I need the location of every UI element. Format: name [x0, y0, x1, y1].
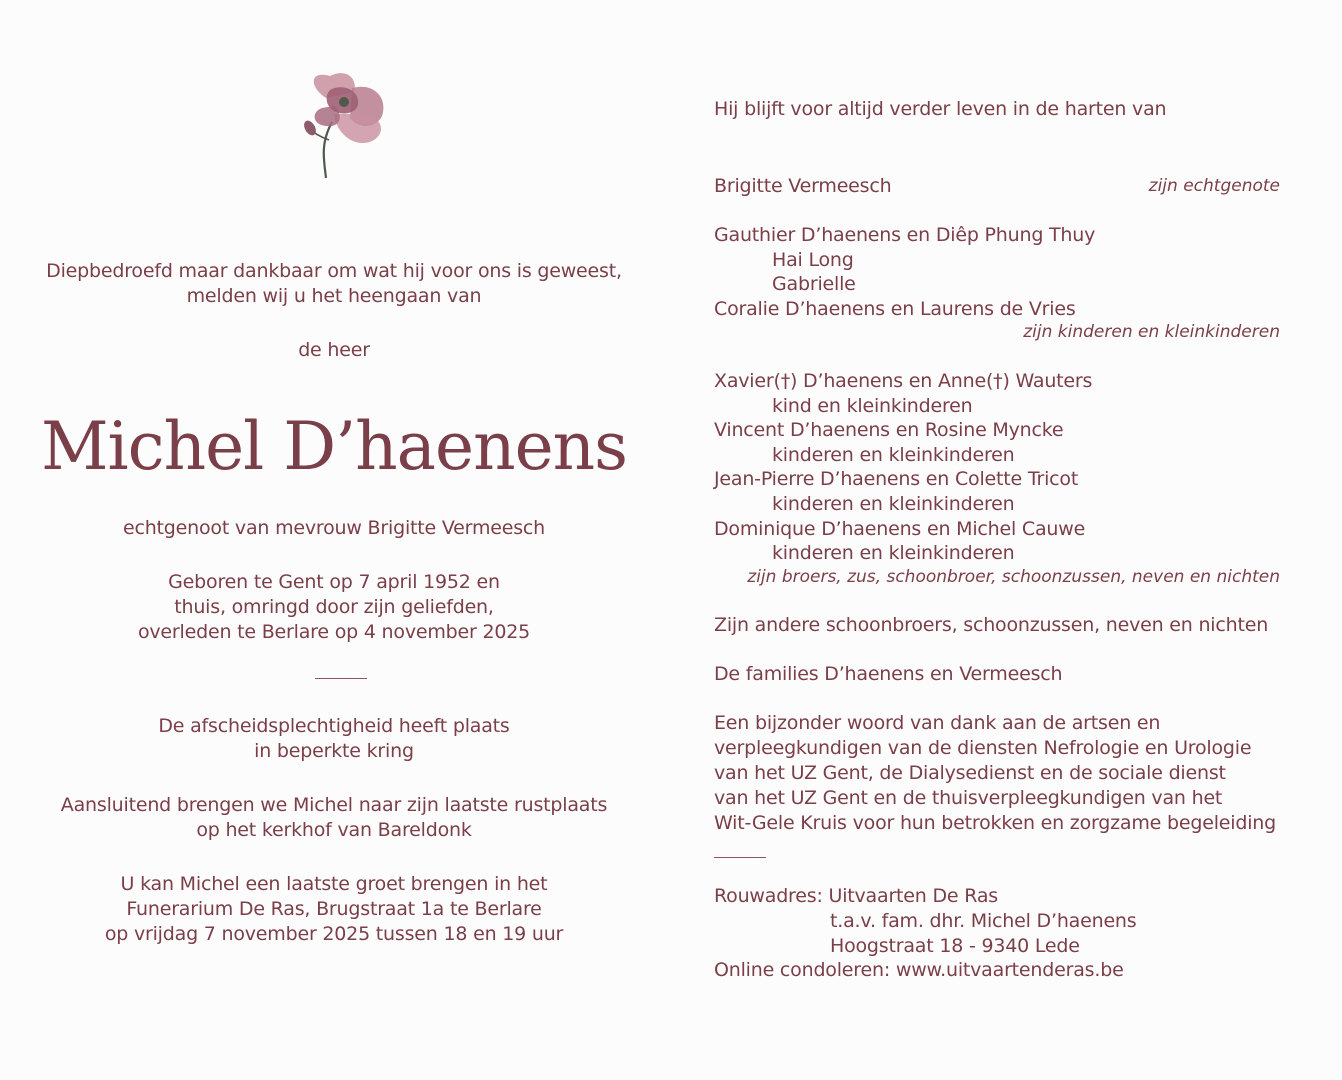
born-line-2: thuis, omringd door zijn geliefden,	[174, 596, 494, 618]
thanks-line: Wit-Gele Kruis voor hun betrokken en zorgzame begeleiding	[714, 812, 1276, 834]
address-street: Hoogstraat 18 - 9340 Lede	[830, 935, 1080, 957]
sibling-line: Jean-Pierre D’haenens en Colette Tricot	[714, 468, 1079, 490]
others-line: Zijn andere schoonbroers, schoonzussen, neven en nichten	[714, 614, 1269, 636]
sibling-descendants: kind en kleinkinderen	[772, 395, 973, 417]
sibling-line: Dominique D’haenens en Michel Cauwe	[714, 518, 1086, 540]
intro-line-1: Diepbedroefd maar dankbaar om wat hij voor ons is geweest,	[46, 260, 622, 282]
born-line-3: overleden te Berlare op 4 november 2025	[137, 621, 531, 643]
sibling-descendants: kinderen en kleinkinderen	[772, 444, 1015, 466]
thanks-line: Een bijzonder woord van dank aan de artsen en	[714, 712, 1161, 734]
siblings-role: zijn broers, zus, schoonbroer, schoonzussen, neven en nichten	[747, 567, 1280, 587]
ceremony-line-2: in beperkte kring	[254, 740, 414, 762]
child-line: Gauthier D’haenens en Diêp Phung Thuy	[714, 224, 1096, 246]
thanks-line: van het UZ Gent en de thuisverpleegkundigen van het	[714, 787, 1223, 809]
sibling-line: Xavier(†) D’haenens en Anne(†) Wauters	[714, 370, 1093, 392]
born-line-1: Geboren te Gent op 7 april 1952 en	[168, 571, 500, 593]
visit-line-1: U kan Michel een laatste groet brengen in het	[120, 873, 548, 895]
grandchild-line: Hai Long	[772, 249, 854, 271]
child-line: Coralie D’haenens en Laurens de Vries	[714, 298, 1076, 320]
left-divider	[315, 678, 367, 679]
right-divider	[714, 857, 766, 858]
deceased-name: Michel D’haenens	[40, 408, 628, 485]
thanks-line: verpleegkundigen van de diensten Nefrologie en Urologie	[714, 737, 1252, 759]
ceremony-line-1: De afscheidsplechtigheid heeft plaats	[158, 715, 510, 737]
online-condolences: Online condoleren: www.uitvaartenderas.be	[714, 959, 1124, 981]
right-heading: Hij blijft voor altijd verder leven in de harten van	[714, 98, 1167, 120]
title-prefix: de heer	[298, 339, 370, 361]
spouse-name: Brigitte Vermeesch	[714, 175, 892, 197]
spouse-role: zijn echtgenote	[1148, 176, 1280, 196]
sibling-descendants: kinderen en kleinkinderen	[772, 493, 1015, 515]
sibling-descendants: kinderen en kleinkinderen	[772, 542, 1015, 564]
children-role: zijn kinderen en kleinkinderen	[1023, 322, 1280, 342]
burial-line-1: Aansluitend brengen we Michel naar zijn laatste rustplaats	[60, 794, 608, 816]
burial-line-2: op het kerkhof van Bareldonk	[196, 819, 472, 841]
address-label: Rouwadres: Uitvaarten De Ras	[714, 885, 998, 907]
grandchild-line: Gabrielle	[772, 273, 856, 295]
address-attention: t.a.v. fam. dhr. Michel D’haenens	[830, 910, 1137, 932]
sibling-line: Vincent D’haenens en Rosine Myncke	[714, 419, 1064, 441]
poppy-flower-icon	[296, 70, 392, 184]
intro-line-2: melden wij u het heengaan van	[186, 285, 482, 307]
visit-line-3: op vrijdag 7 november 2025 tussen 18 en 19 uur	[104, 923, 564, 945]
thanks-line: van het UZ Gent, de Dialysedienst en de sociale dienst	[714, 762, 1226, 784]
spouse-line: echtgenoot van mevrouw Brigitte Vermeesch	[122, 517, 546, 539]
visit-line-2: Funerarium De Ras, Brugstraat 1a te Berlare	[126, 898, 542, 920]
families-line: De families D’haenens en Vermeesch	[714, 663, 1063, 685]
